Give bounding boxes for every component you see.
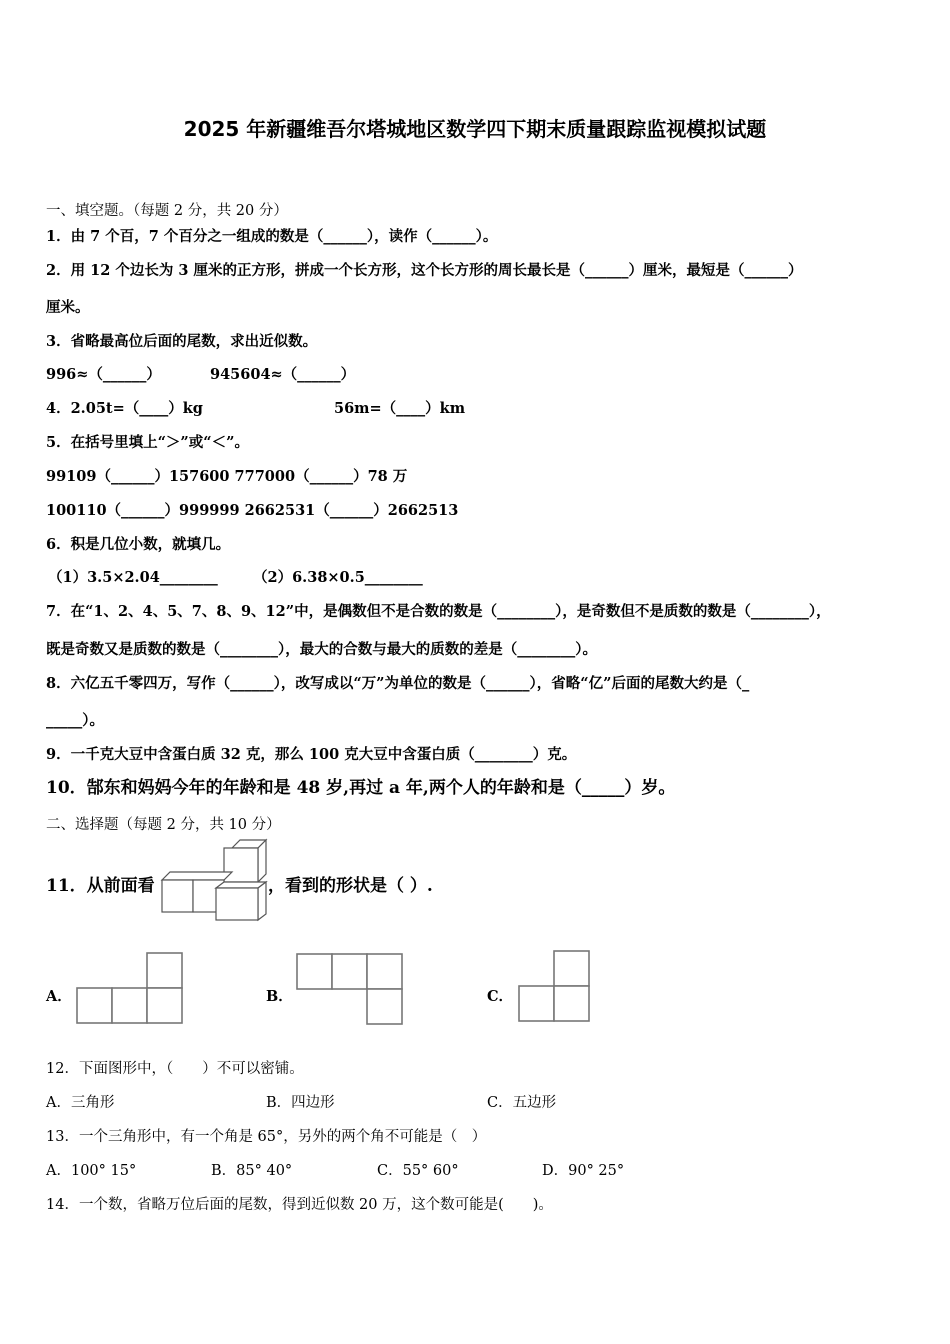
cube-front-face bbox=[224, 848, 258, 882]
question-11-prefix: 11．从前面看 bbox=[46, 876, 155, 896]
question-12-option-b: B．四边形 bbox=[266, 1095, 335, 1111]
question-6-item-1: （1）3.5×2.04________ bbox=[48, 569, 218, 586]
cube-side-face bbox=[258, 840, 266, 882]
option-a-figure bbox=[76, 952, 184, 1026]
cube-front-face bbox=[216, 888, 258, 920]
question-13-option-d: D．90° 25° bbox=[542, 1163, 625, 1179]
question-11-suffix: ，看到的形状是（ ）. bbox=[268, 876, 433, 896]
section-heading-fill-in: 一、填空题。（每题 2 分，共 20 分） bbox=[46, 203, 288, 219]
option-b-figure bbox=[296, 953, 404, 1027]
question-5: 5．在括号里填上“＞”或“＜”。 bbox=[46, 434, 249, 451]
question-3-item-b: 945604≈（______） bbox=[210, 366, 356, 383]
question-13-option-c: C．55° 60° bbox=[377, 1163, 459, 1179]
cube-top-face bbox=[162, 872, 232, 880]
question-5-row-2: 100110（______）999999 2662531（______）2662513 bbox=[46, 502, 459, 519]
cube-stack-figure bbox=[160, 840, 270, 922]
cube-side-face bbox=[258, 882, 266, 920]
question-6: 6．积是几位小数，就填几。 bbox=[46, 536, 231, 553]
question-1: 1．由 7 个百，7 个百分之一组成的数是（______），读作（______）。 bbox=[46, 228, 498, 245]
section-heading-choice: 二、选择题（每题 2 分，共 10 分） bbox=[46, 817, 281, 833]
option-a-label: A． bbox=[46, 988, 72, 1005]
option-b-label: B． bbox=[266, 988, 293, 1005]
question-8-line-2: _____）。 bbox=[46, 712, 104, 729]
question-9: 9．一千克大豆中含蛋白质 32 克，那么 100 克大豆中含蛋白质（________）克。 bbox=[46, 746, 577, 763]
question-13-option-a: A．100° 15° bbox=[46, 1163, 137, 1179]
question-14: 14．一个数，省略万位后面的尾数，得到近似数 20 万，这个数可能是( )。 bbox=[46, 1197, 553, 1213]
question-13: 13．一个三角形中，有一个角是 65°，另外的两个角不可能是（ ） bbox=[46, 1129, 487, 1145]
question-6-item-2: （2）6.38×0.5________ bbox=[253, 569, 423, 586]
cube-front-face bbox=[162, 880, 193, 912]
question-12-option-c: C．五边形 bbox=[487, 1095, 557, 1111]
question-12: 12．下面图形中，（ ）不可以密铺。 bbox=[46, 1061, 304, 1077]
question-7-line-1: 7．在“1、2、4、5、7、8、9、12”中，是偶数但不是合数的数是（________），是奇数但不是质数的数是（________）， bbox=[46, 603, 831, 620]
question-3: 3．省略最高位后面的尾数，求出近似数。 bbox=[46, 333, 318, 350]
question-4-item-a: 4．2.05t=（____）kg bbox=[46, 400, 203, 417]
question-13-option-b: B．85° 40° bbox=[211, 1163, 293, 1179]
question-8-line-1: 8．六亿五千零四万，写作（______），改写成以“万”为单位的数是（______），省略“亿”后面的尾数大约是（_ bbox=[46, 675, 750, 692]
question-10: 10．郜东和妈妈今年的年龄和是 48 岁,再过 a 年,两个人的年龄和是（_____）岁。 bbox=[46, 778, 676, 798]
question-5-row-1: 99109（______）157600 777000（______）78 万 bbox=[46, 468, 408, 485]
question-2-line-2: 厘米。 bbox=[46, 299, 90, 316]
question-3-item-a: 996≈（______） bbox=[46, 366, 161, 383]
option-c-figure bbox=[518, 950, 592, 1024]
question-7-line-2: 既是奇数又是质数的数是（________），最大的合数与最大的质数的差是（________）。 bbox=[46, 641, 597, 658]
question-12-option-a: A．三角形 bbox=[46, 1095, 115, 1111]
page-title: 2025 年新疆维吾尔塔城地区数学四下期末质量跟踪监视模拟试题 bbox=[183, 117, 767, 141]
question-4-item-b: 56m=（____）km bbox=[334, 400, 466, 417]
question-2-line-1: 2．用 12 个边长为 3 厘米的正方形，拼成一个长方形，这个长方形的周长最长是（______）厘米，最短是（______） bbox=[46, 262, 803, 279]
option-c-label: C． bbox=[487, 988, 514, 1005]
